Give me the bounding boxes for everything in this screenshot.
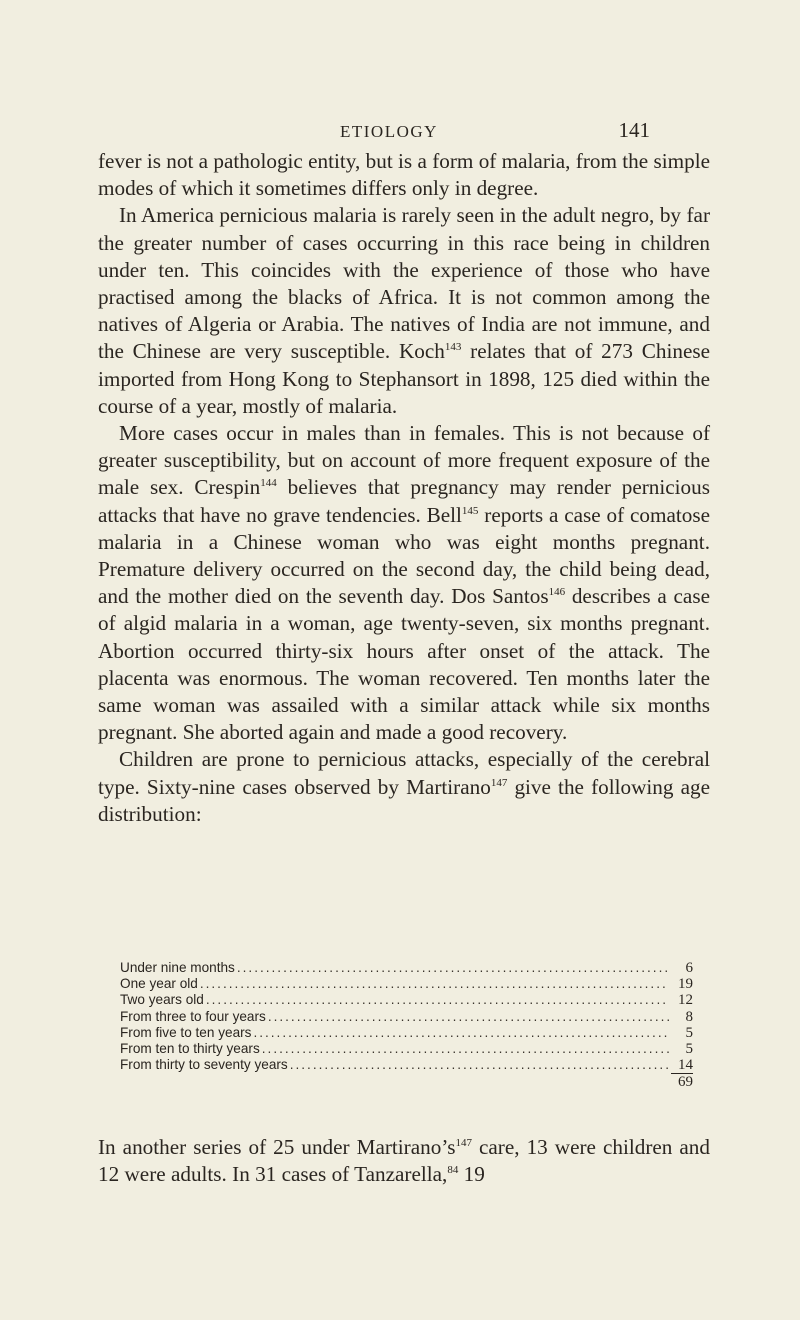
table-row: [120, 1009, 693, 1025]
text-run: describes a case of algid malaria in a woman, age twenty-seven, six months pregnant. Abortion occurred thirty-six hours after onset of the attack. The placenta was enormous. The woman recovered. Ten months later the same woman was assailed with a similar attack while six months pregnant. She aborted again and made a good recovery.: [98, 584, 710, 745]
age-group-label: One year old: [120, 976, 198, 992]
table-row: [120, 1057, 693, 1074]
age-group-label: From ten to thirty years: [120, 1041, 260, 1057]
table-row: [120, 960, 693, 976]
text-run: reports a case of comatose malaria in a Chinese woman who was eight months pregnant. Premature delivery occurred on the second day, the child being dead, and the mother died on the seventh day. Dos Santos: [98, 502, 710, 609]
footnote-ref: 143: [444, 341, 462, 354]
dot-leader: [253, 1025, 669, 1041]
text-run: More cases occur in males than in females. This is not because of greater susceptibility, but on account of more frequent exposure of the male sex. Crespin: [98, 421, 710, 500]
footnote-ref: 147: [455, 1137, 472, 1149]
text-run: In another series of 25 under Martirano’s: [98, 1135, 456, 1159]
text-run: 19: [458, 1162, 485, 1187]
text-run: In America pernicious malaria is rarely seen in the adult negro, by far the greater number of cases occurring in this race being in children under ten. This coincides with the experience of those who have practised among the blacks of Africa. It is not common among the natives of Algeria or Arabia. The natives of India are not immune, and the Chinese are very susceptible. Koch: [98, 203, 710, 364]
table-total-row: [120, 1074, 693, 1090]
paragraph: [98, 148, 710, 202]
footnote-ref: 147: [490, 776, 508, 789]
running-header: [340, 118, 650, 143]
age-group-label: Under nine months: [120, 960, 235, 975]
age-group-label: Two years old: [120, 992, 204, 1008]
text-run: fever is not a pathologic entity, but is a form of malaria, from the simple modes of which it sometimes differs only in degree.: [98, 149, 710, 201]
chapter-title: ETIOLOGY: [340, 122, 438, 141]
dot-leader: [206, 992, 669, 1008]
text-run: relates that of 273 Chinese imported from Hong Kong to Stephansort in 1898, 125 died within the course of a year, mostly of malaria.: [98, 339, 710, 418]
paragraph: [98, 746, 710, 828]
text-run: Children are prone to pernicious attacks, especially of the cerebral type. Sixty-nine cases observed by Martirano: [98, 747, 710, 799]
footnote-ref: 146: [548, 586, 566, 599]
case-count: 19: [678, 976, 693, 993]
table-total: 69: [678, 1074, 693, 1091]
dot-leader: [237, 960, 669, 976]
age-group-label: From five to ten years: [120, 1024, 252, 1040]
paragraph: [98, 202, 710, 420]
case-count: 5: [685, 1024, 693, 1041]
age-distribution-table: [120, 960, 693, 1091]
footnote-ref: 84: [447, 1164, 459, 1177]
text-run: believes that pregnancy may render pernicious attacks that have no grave tendencies. Bell: [98, 475, 710, 527]
body-text: [98, 148, 710, 828]
footnote-ref: 145: [461, 504, 479, 517]
case-count: 14: [671, 1057, 693, 1074]
table-row: [120, 1025, 693, 1041]
table-row: [120, 992, 693, 1008]
case-count: 12: [678, 992, 693, 1009]
paragraph: [98, 1134, 710, 1188]
footnote-ref: 144: [260, 477, 277, 490]
closing-text: [98, 1134, 710, 1188]
dot-leader: [268, 1009, 669, 1025]
table-row: [120, 976, 693, 992]
dot-leader: [262, 1041, 669, 1057]
age-group-label: From thirty to seventy years: [120, 1057, 288, 1073]
dot-leader: [290, 1057, 669, 1073]
text-run: care, 13 were children and 12 were adults. In 31 cases of Tanzarella,: [98, 1135, 710, 1187]
case-count: 8: [685, 1008, 693, 1025]
case-count: 5: [685, 1041, 693, 1058]
age-group-label: From three to four years: [120, 1008, 266, 1024]
case-count: 6: [685, 960, 693, 976]
table-row: [120, 1041, 693, 1057]
dot-leader: [200, 976, 669, 992]
paragraph: [98, 420, 710, 746]
page-number: 141: [618, 118, 650, 142]
text-run: give the following age distribution:: [98, 774, 710, 826]
